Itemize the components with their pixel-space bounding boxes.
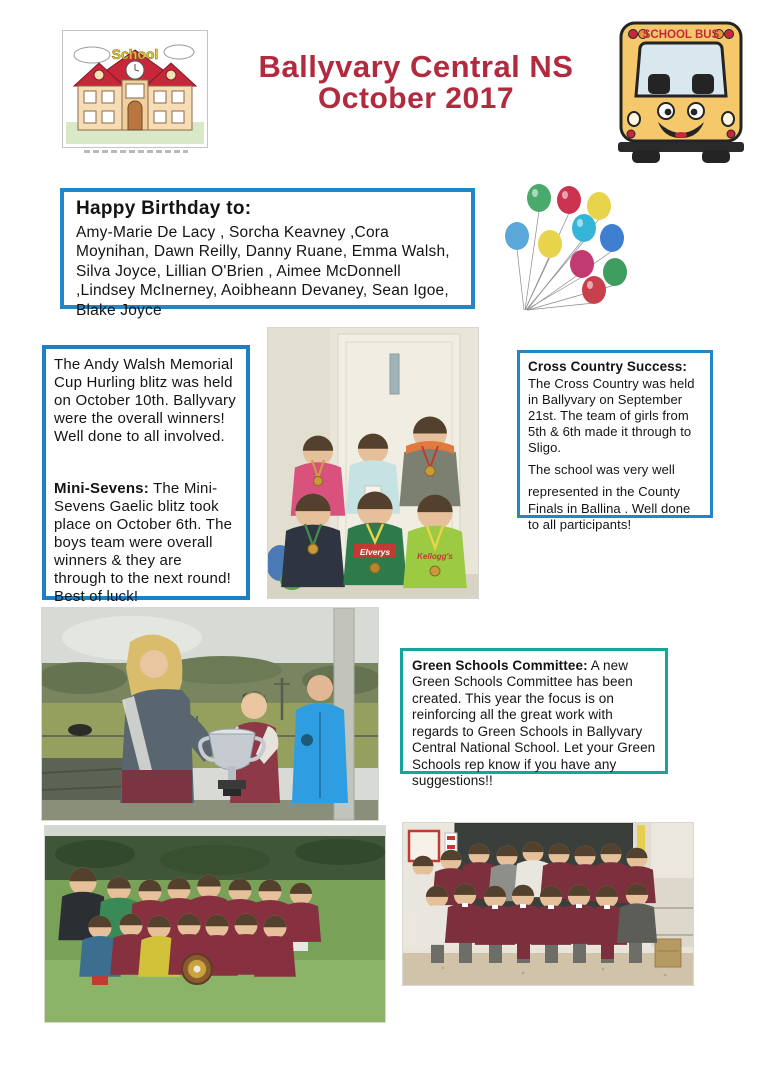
- window-icon: [172, 91, 184, 103]
- jersey-sponsor-text: Elverys: [359, 547, 391, 557]
- cross-country-heading: Cross Country Success:: [528, 359, 687, 374]
- bus-sign-text: SCHOOL BUS: [642, 29, 720, 41]
- green-schools-box: [400, 648, 668, 789]
- bus-wheel-icon: [632, 150, 660, 163]
- cardboard-box: [655, 939, 681, 967]
- balloons-clipart: [487, 176, 639, 316]
- window-icon: [84, 91, 96, 103]
- medal-icon: [430, 566, 440, 576]
- window-icon: [102, 111, 114, 123]
- cross-country-paragraph-2: The school was very well: [528, 462, 675, 478]
- cross-country-box: [517, 350, 713, 532]
- door-icon: [128, 101, 142, 130]
- bus-wheel-icon: [702, 150, 730, 163]
- cloud-icon: [74, 47, 110, 63]
- bus-seat-icon: [692, 74, 714, 94]
- hurling-mini-sevens-box: [42, 345, 250, 605]
- roof-vent-icon: [166, 70, 176, 80]
- jacket-crest: [301, 734, 313, 746]
- medal-icon: [314, 477, 323, 486]
- jersey-brand-text: Kellogg's: [417, 552, 453, 561]
- medal-icon: [425, 466, 435, 476]
- green-schools-text: A new Green Schools Committee has been created. This year the focus is on reinforcing all the great work with regards to Green Schools in Ballyvary Central National School. Let your Green Schools rep know if you have any suggestions!!: [412, 658, 656, 789]
- newsletter-title: Ballyvary Central NS: [258, 49, 574, 84]
- medal-icon: [370, 563, 380, 573]
- school-building-clipart: [62, 30, 208, 148]
- window-icon: [84, 111, 96, 123]
- happy-birthday-box: [60, 188, 475, 319]
- photo-cross-country-medals: [268, 328, 478, 598]
- page-title: [218, 50, 614, 116]
- photo-trophy-presentation: [42, 608, 378, 820]
- cow: [68, 724, 92, 736]
- birthday-names: Amy-Marie De Lacy , Sorcha Keavney ,Cora Moynihan, Dawn Reilly, Danny Ruane, Emma Walsh, Silva Joyce, Lillian O'Brien , Aimee McDonnell ,Lindsey McInerney, Aoibheann Devaney, Sean Igoe, Blake Joyce: [76, 224, 450, 319]
- cross-country-paragraph-1: The Cross Country was held in Ballyvary on September 21st. The team of girls from 5th & 6th made it through to Sligo.: [528, 375, 695, 456]
- hurling-paragraph: The Andy Walsh Memorial Cup Hurling blitz was held on October 10th. Ballyvary were the overall winners! Well done to all involved.: [54, 356, 236, 445]
- school-bus-clipart: [616, 18, 746, 164]
- birthday-heading: Happy Birthday to:: [76, 198, 252, 219]
- bus-headlight-icon: [628, 112, 640, 126]
- cloud-icon: [164, 45, 194, 59]
- balloon-icon: [505, 184, 627, 304]
- clipart-watermark: [84, 150, 188, 153]
- bus-light-icon: [629, 30, 638, 39]
- newsletter-date: October 2017: [317, 82, 515, 116]
- bus-headlight-icon: [722, 112, 734, 126]
- winners-shield-icon: [182, 954, 212, 984]
- window-icon: [154, 111, 166, 123]
- green-schools-heading: Green Schools Committee:: [412, 658, 588, 673]
- cross-country-paragraph-3: represented in the County Finals in Ballina . Well done to all participants!: [528, 484, 691, 532]
- window-icon: [102, 91, 114, 103]
- window-icon: [172, 111, 184, 123]
- medal-icon: [308, 544, 318, 554]
- roof-vent-icon: [94, 70, 104, 80]
- mini-sevens-lead: Mini-Sevens:: [54, 480, 149, 497]
- school-sign-text: School: [111, 46, 159, 62]
- photo-football-team: [45, 826, 385, 1022]
- bus-seat-icon: [648, 74, 670, 94]
- mini-sevens-paragraph: [54, 480, 238, 606]
- photo-classroom-group: [403, 823, 693, 985]
- mini-sevens-text: The Mini-Sevens Gaelic blitz took place on October 6th. The boys team were overall winners & they are through to the next round! Best of luck!: [54, 480, 233, 605]
- window-icon: [154, 91, 166, 103]
- bus-light-icon: [725, 30, 734, 39]
